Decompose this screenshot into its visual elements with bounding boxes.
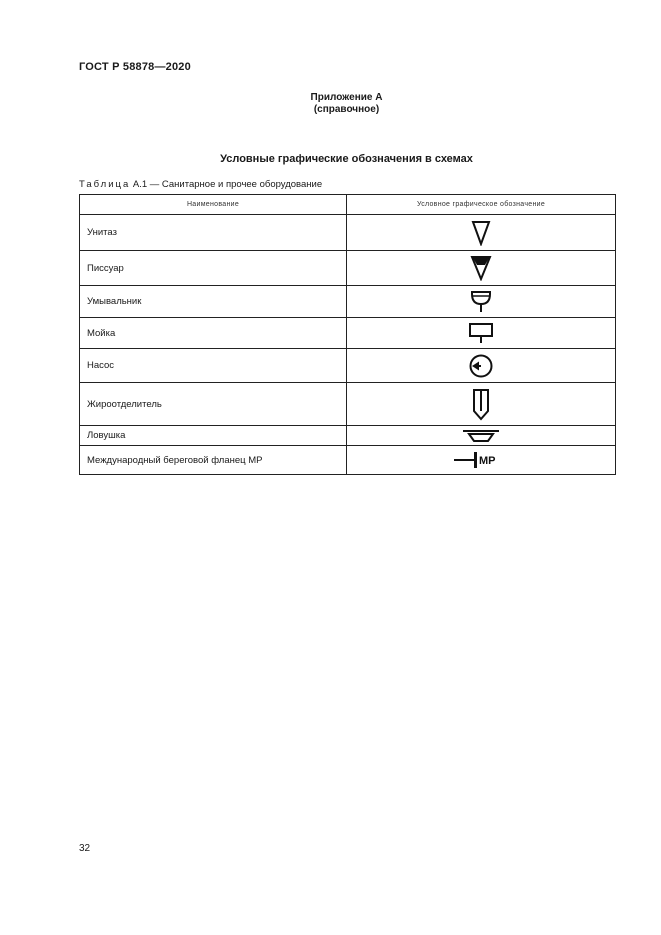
row-name: Насос [80, 349, 347, 383]
table-row [80, 215, 616, 251]
row-name: Мойка [80, 318, 347, 349]
table-caption-prefix: Таблица [79, 179, 131, 190]
row-name: Международный береговой фланец МР [80, 446, 347, 475]
grease-separator-symbol-icon [471, 387, 491, 421]
row-name: Ловушка [80, 426, 347, 446]
shore-flange-label: MP [479, 455, 496, 467]
row-name: Жироотделитель [80, 383, 347, 426]
appendix-heading [0, 92, 661, 116]
document-header: ГОСТ Р 58878—2020 [79, 61, 191, 73]
row-name: Унитаз [80, 215, 347, 251]
table-row [80, 251, 616, 286]
column-header-symbol: Условное графическое обозначение [347, 195, 616, 215]
row-name: Писсуар [80, 251, 347, 286]
table-caption-rest: А.1 — Санитарное и прочее оборудование [130, 179, 323, 190]
table-row [80, 383, 616, 426]
table-row [80, 446, 616, 475]
table-row [80, 318, 616, 349]
row-name: Умывальник [80, 286, 347, 318]
table-row [80, 286, 616, 318]
pump-symbol-icon [468, 353, 494, 379]
table-row [80, 349, 616, 383]
appendix-subtitle: (справочное) [313, 104, 380, 115]
section-title: Условные графические обозначения в схемах [220, 153, 473, 165]
equipment-symbols-table [79, 194, 616, 475]
table-row [80, 426, 616, 446]
shore-flange-symbol-icon [452, 450, 510, 470]
page-number: 32 [79, 843, 91, 854]
appendix-title: Приложение А [310, 92, 383, 103]
urinal-symbol-icon [470, 255, 492, 281]
table-header-row [80, 195, 616, 215]
table-caption [79, 179, 322, 190]
washbasin-symbol-icon [470, 290, 492, 314]
sink-symbol-icon [468, 322, 494, 344]
column-header-name: Наименование [80, 195, 347, 215]
toilet-symbol-icon [471, 220, 491, 246]
trap-symbol-icon [462, 429, 500, 443]
